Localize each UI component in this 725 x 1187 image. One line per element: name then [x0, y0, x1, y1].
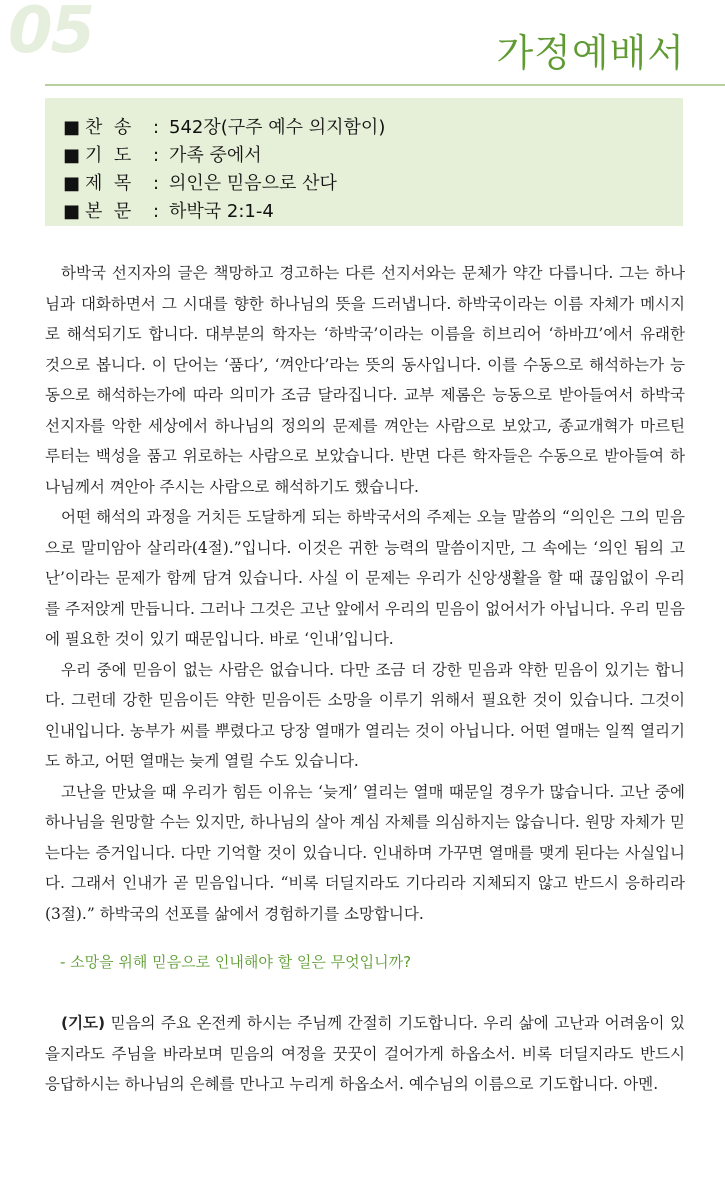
prayer-label: (기도)	[61, 1014, 106, 1032]
page-title: 가정예배서	[496, 31, 685, 75]
reflection-question: - 소망을 위해 믿음으로 인내해야 할 일은 무엇입니까?	[60, 953, 412, 971]
sermon-paragraph: 하박국 선지자의 글은 책망하고 경고하는 다른 선지서와는 문체가 약간 다릅니다. 그는 하나님과 대화하면서 그 시대를 향한 하나님의 뜻을 드러냅니다. 하박국이라는 이름 자체가 메시지로 해석되기도 합니다. 대부분의 학자는 ‘하박국’이라는 이름을 히브리어 ‘하바끄’에서 유래한 것으로 봅니다. 이 단어는 ‘품다’, ‘껴안다’라는 뜻의 동사입니다. 이를 수동으로 해석하는가 능동으로 해석하는가에 따라 의미가 조금 달라집니다. 교부 제롬은 능동으로 받아들여서 하박국 선지자를 악한 세상에서 하나님의 정의의 문제를 껴안는 사람으로 보았고, 종교개혁가 마르틴 루터는 백성을 품고 위로하는 사람으로 보았습니다. 반면 다른 학자들은 수동으로 받아들여 하나님께서 껴안아 주시는 사람으로 해석하기도 했습니다.	[45, 264, 685, 496]
closing-prayer	[45, 1008, 685, 1100]
prayer-text: 믿음의 주요 온전케 하시는 주님께 간절히 기도합니다. 우리 삶에 고난과 어려움이 있을지라도 주님을 바라보며 믿음의 여정을 꿋꿋이 걸어가게 하옵소서. 비록 더딜지라도 반드시 응답하시는 하나님의 은혜를 만나고 누리게 하옵소서. 예수님의 이름으로 기도합니다. 아멘.	[45, 1014, 685, 1093]
info-row-hymn	[63, 114, 683, 142]
info-label: 본 문	[85, 201, 132, 222]
info-colon: :	[153, 117, 160, 138]
info-label: 제 목	[85, 173, 132, 194]
sermon-paragraph: 어떤 해석의 과정을 거치든 도달하게 되는 하박국서의 주제는 오늘 말씀의 “의인은 그의 믿음으로 말미암아 살리라(4절).”입니다. 이것은 귀한 능력의 말씀이지만, 그 속에는 ‘의인 됨의 고난’이라는 문제가 함께 담겨 있습니다. 사실 이 문제는 우리가 신앙생활을 할 때 끊임없이 우리를 주저앉게 만듭니다. 그러나 그것은 고난 앞에서 우리의 믿음이 없어서가 아닙니다. 우리 믿음에 필요한 것이 있기 때문입니다. 바로 ‘인내’입니다.	[45, 508, 685, 648]
square-bullet-icon: ■	[63, 145, 81, 166]
sermon-body	[45, 258, 685, 929]
info-colon: :	[153, 173, 160, 194]
info-colon: :	[153, 201, 160, 222]
info-colon: :	[153, 145, 160, 166]
info-label: 기 도	[85, 145, 132, 166]
worship-info-box	[45, 98, 683, 226]
info-value: 542장(구주 예수 의지함이)	[169, 117, 386, 138]
info-row-scripture	[63, 198, 683, 226]
prayer-paragraph	[45, 1008, 685, 1100]
square-bullet-icon: ■	[63, 117, 81, 138]
square-bullet-icon: ■	[63, 173, 81, 194]
info-value: 하박국 2:1-4	[169, 201, 274, 222]
info-value: 가족 중에서	[169, 145, 262, 166]
sermon-paragraph: 고난을 만났을 때 우리가 힘든 이유는 ‘늦게’ 열리는 열매 때문일 경우가 많습니다. 고난 중에 하나님을 원망할 수는 있지만, 하나님의 살아 계심 자체를 의심하지는 않습니다. 원망 자체가 믿는다는 증거입니다. 다만 기억할 것이 있습니다. 인내하며 가꾸면 열매를 맺게 된다는 사실입니다. 그래서 인내가 곧 믿음입니다. “비록 더딜지라도 기다리라 지체되지 않고 반드시 응하리라(3절).” 하박국의 선포를 삶에서 경험하기를 소망합니다.	[45, 782, 685, 923]
square-bullet-icon: ■	[63, 201, 81, 222]
page-number: 05	[8, 0, 94, 68]
info-row-topic	[63, 170, 683, 198]
sermon-paragraph: 우리 중에 믿음이 없는 사람은 없습니다. 다만 조금 더 강한 믿음과 약한 믿음이 있기는 합니다. 그런데 강한 믿음이든 약한 믿음이든 소망을 이루기 위해서 필요한 것이 있습니다. 그것이 인내입니다. 농부가 씨를 뿌렸다고 당장 열매가 열리는 것이 아닙니다. 어떤 열매는 일찍 열리기도 하고, 어떤 열매는 늦게 열릴 수도 있습니다.	[45, 660, 685, 770]
info-row-prayer	[63, 142, 683, 170]
info-label: 찬 송	[85, 117, 132, 138]
info-value: 의인은 믿음으로 산다	[169, 173, 337, 194]
title-divider	[45, 84, 725, 86]
